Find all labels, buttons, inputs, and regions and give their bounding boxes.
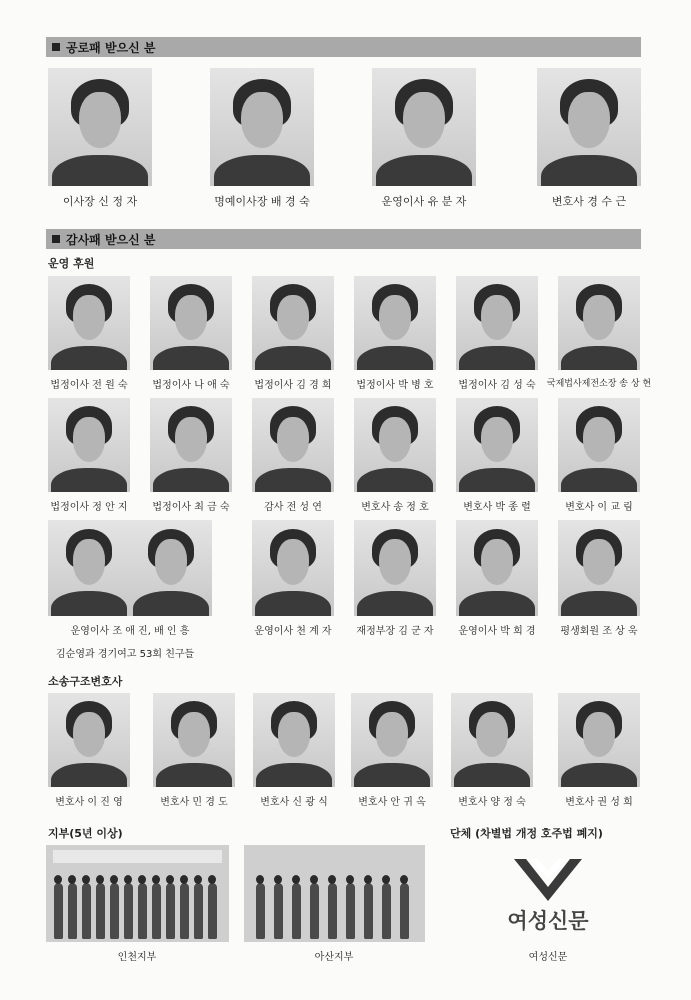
portrait-photo: [558, 276, 640, 370]
portrait-photo: [354, 276, 436, 370]
portrait-caption: 평생회원 조 상 욱: [560, 626, 638, 637]
portrait-caption: 변호사 송 정 호: [361, 502, 429, 513]
logo-wordmark: 여성신문: [507, 908, 589, 933]
branch-caption: 아산지부: [314, 952, 354, 963]
section-title-gratitude: 감사패 받으신 분: [66, 233, 156, 247]
portrait-photo: [456, 398, 538, 492]
group-photo-incheon: [46, 845, 229, 942]
portrait-caption: 법정이사 박 병 호: [356, 380, 434, 391]
portrait-caption: 재정부장 김 군 자: [356, 626, 434, 637]
portrait-photo: [451, 693, 533, 787]
portrait-photo: [252, 398, 334, 492]
portrait-photo: [210, 68, 314, 186]
portrait-photo: [558, 520, 640, 616]
portrait-caption: 명예이사장 배 경 숙: [214, 195, 310, 208]
section-bar-merit: [46, 37, 641, 57]
portrait-photo: [153, 693, 235, 787]
portrait-caption: 운영이사 박 희 경: [458, 626, 536, 637]
portrait-caption: 변호사 경 수 근: [551, 195, 627, 208]
subheading-operation: 운영 후원: [48, 257, 95, 270]
section-bar-gratitude: [46, 229, 641, 249]
portrait-caption: 변호사 이 진 영: [55, 797, 123, 808]
portrait-photo: [253, 693, 335, 787]
portrait-photo: [354, 398, 436, 492]
portrait-caption: 법정이사 김 성 숙: [458, 380, 536, 391]
portrait-caption: 법정이사 김 경 희: [254, 380, 332, 391]
portrait-photo: [372, 68, 476, 186]
portrait-caption: 감사 전 성 연: [264, 502, 322, 513]
portrait-photo: [130, 520, 212, 616]
branch-caption: 인천지부: [117, 952, 157, 963]
portrait-caption: 변호사 신 광 식: [260, 797, 328, 808]
womens-news-logo-icon: [508, 855, 588, 905]
subheading-branches: 지부(5년 이상): [48, 827, 123, 840]
portrait-caption: 변호사 이 교 림: [565, 502, 633, 513]
portrait-photo: [150, 398, 232, 492]
subheading-groups: 단체 (차별법 개정 호주법 폐지): [450, 827, 603, 840]
portrait-caption: 운영이사 조 애 진, 배 인 흥: [70, 626, 190, 637]
portrait-caption: 법정이사 나 애 숙: [152, 380, 230, 391]
portrait-photo: [48, 693, 130, 787]
portrait-photo: [48, 398, 130, 492]
portrait-caption: 변호사 박 종 렬: [463, 502, 531, 513]
portrait-caption: 변호사 양 정 숙: [458, 797, 526, 808]
portrait-caption: 이사장 신 정 자: [62, 195, 138, 208]
bullet-square-icon: [52, 43, 60, 51]
portrait-photo: [48, 520, 130, 616]
group-photo-asan: [244, 845, 425, 942]
portrait-caption: 변호사 민 경 도: [160, 797, 228, 808]
subheading-lawyers: 소송구조변호사: [48, 675, 123, 688]
portrait-photo: [351, 693, 433, 787]
portrait-caption: 변호사 권 성 희: [565, 797, 633, 808]
portrait-photo: [48, 68, 152, 186]
portrait-photo: [558, 693, 640, 787]
portrait-caption: 운영이사 유 분 자: [381, 195, 467, 208]
portrait-photo: [252, 276, 334, 370]
friends-note: 김순영과 경기여고 53회 친구들: [56, 649, 195, 660]
portrait-photo: [558, 398, 640, 492]
portrait-caption: 법정이사 최 금 숙: [152, 502, 230, 513]
bullet-square-icon: [52, 235, 60, 243]
group-caption: 여성신문: [528, 952, 568, 963]
portrait-caption: 국제법사제전소장 송 상 현: [546, 379, 652, 389]
portrait-caption: 법정이사 전 원 숙: [50, 380, 128, 391]
portrait-photo: [537, 68, 641, 186]
portrait-photo: [354, 520, 436, 616]
portrait-photo: [252, 520, 334, 616]
portrait-photo: [456, 520, 538, 616]
section-title-merit: 공로패 받으신 분: [66, 41, 156, 55]
portrait-photo: [150, 276, 232, 370]
portrait-photo: [456, 276, 538, 370]
portrait-caption: 변호사 안 귀 옥: [358, 797, 426, 808]
portrait-caption: 법정이사 정 안 지: [50, 502, 128, 513]
portrait-caption: 운영이사 천 계 자: [254, 626, 332, 637]
portrait-photo: [48, 276, 130, 370]
